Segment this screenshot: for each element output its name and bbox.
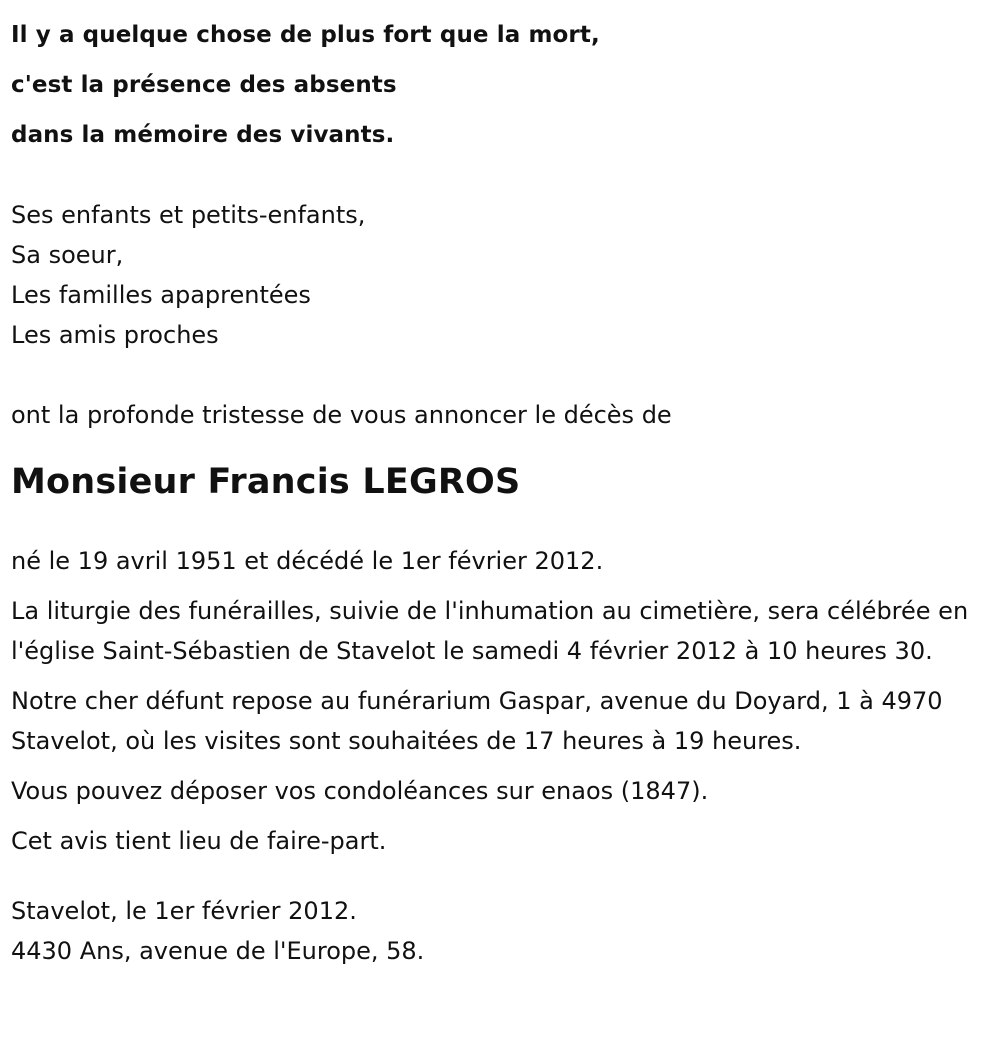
dates-paragraph: né le 19 avril 1951 et décédé le 1er février 2012. <box>11 547 604 575</box>
family-line-2: Sa soeur, <box>11 241 124 269</box>
quote-line-2: c'est la présence des absents <box>11 72 397 98</box>
family-line-4: Les amis proches <box>11 321 219 349</box>
family-list <box>11 195 1000 355</box>
place-date: Stavelot, le 1er février 2012. <box>11 897 357 925</box>
details-section <box>11 541 1000 861</box>
funeral-paragraph: La liturgie des funérailles, suivie de l'inhumation au cimetière, sera célébrée en l'église Saint-Sébastien de Stavelot le samedi 4 février 2012 à 10 heures 30. <box>11 597 969 665</box>
closing-section <box>11 891 1000 971</box>
condolences-paragraph: Vous pouvez déposer vos condoléances sur enaos (1847). <box>11 777 709 805</box>
rest-paragraph: Notre cher défunt repose au funérarium Gaspar, avenue du Doyard, 1 à 4970 Stavelot, où les visites sont souhaitées de 17 heures à 19 heures. <box>11 687 943 755</box>
family-line-1: Ses enfants et petits-enfants, <box>11 201 366 229</box>
quote-line-3: dans la mémoire des vivants. <box>11 122 395 148</box>
quote-line-1: Il y a quelque chose de plus fort que la mort, <box>11 22 600 48</box>
announcement-text: ont la profonde tristesse de vous annoncer le décès de <box>11 401 672 429</box>
epigraph-quote <box>11 10 1000 160</box>
notice-paragraph: Cet avis tient lieu de faire-part. <box>11 827 387 855</box>
deceased-name: Monsieur Francis LEGROS <box>11 462 521 502</box>
family-line-3: Les familles apaprentées <box>11 281 311 309</box>
address: 4430 Ans, avenue de l'Europe, 58. <box>11 937 425 965</box>
